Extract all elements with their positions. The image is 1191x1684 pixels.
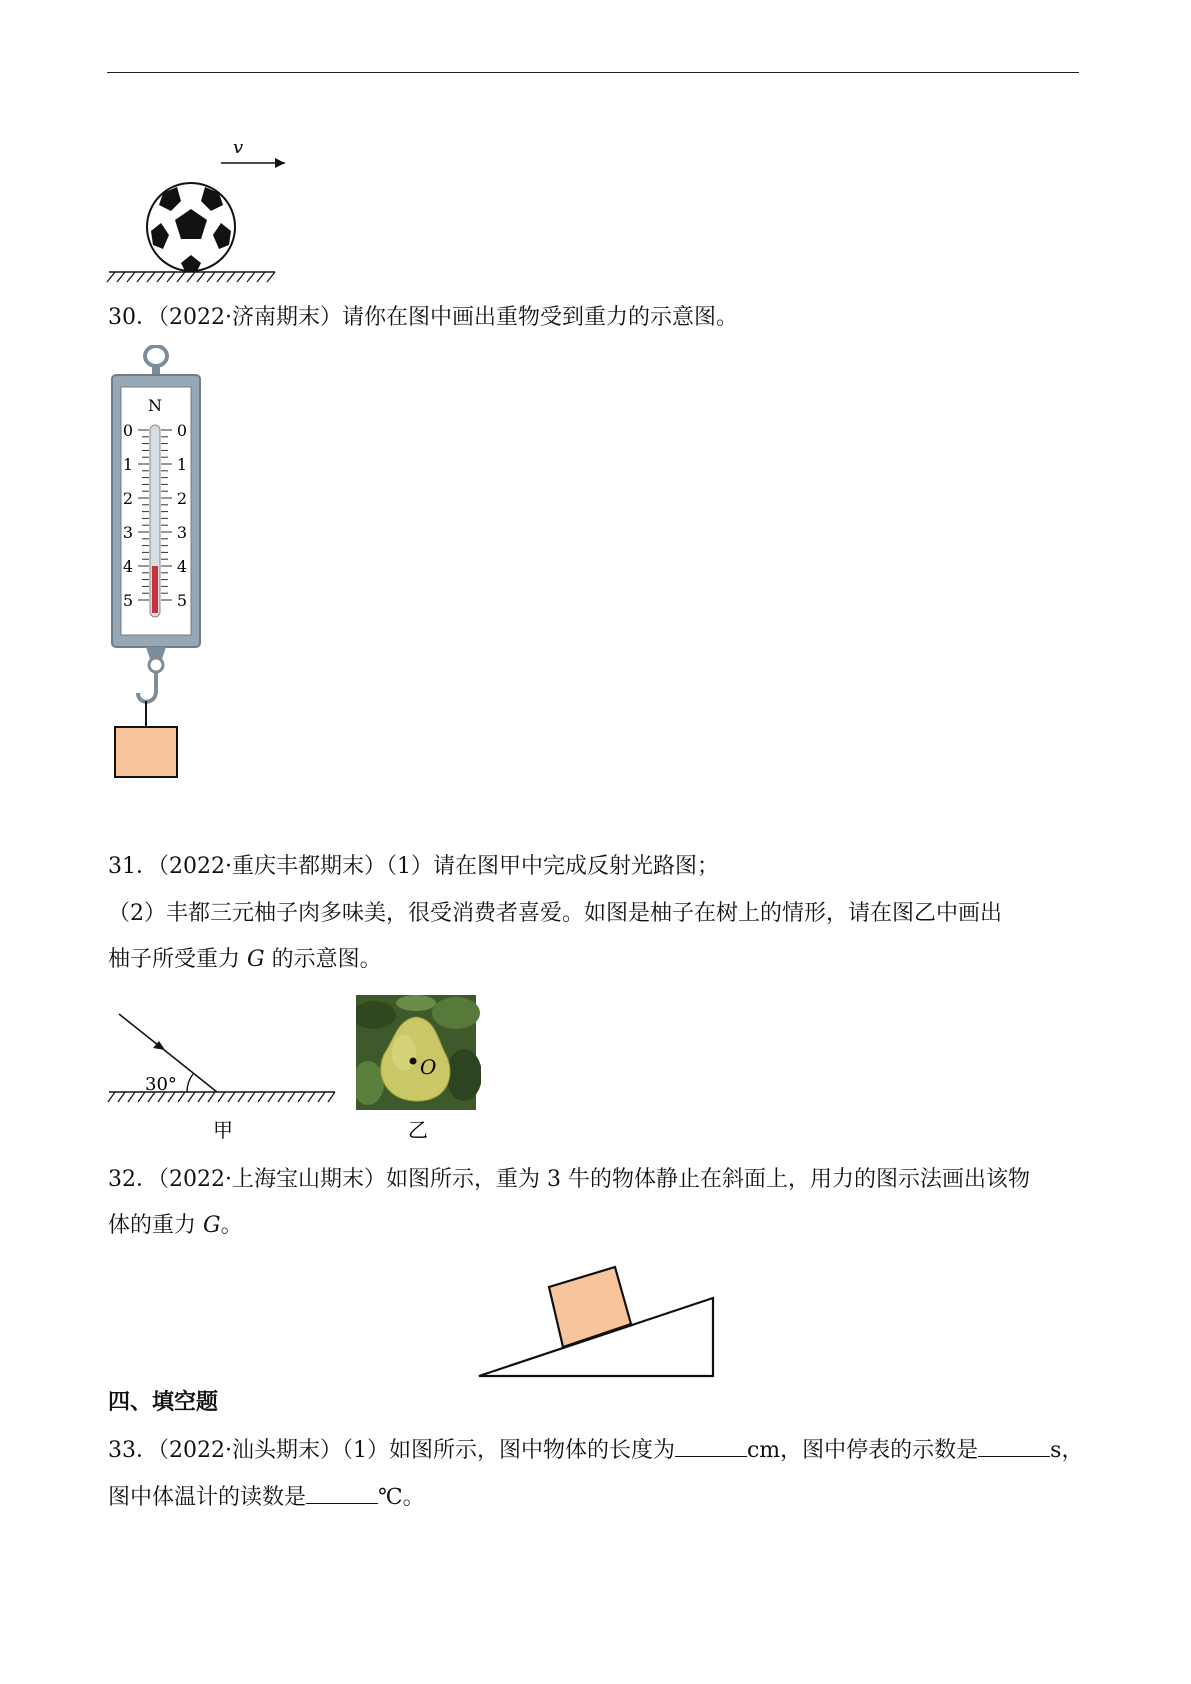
scale-indicator — [152, 566, 158, 613]
figure-yi-caption: 乙 — [408, 1118, 428, 1142]
scale-label-left: 3 — [122, 523, 134, 542]
figure-yi — [356, 995, 481, 1145]
center-point — [410, 1058, 417, 1065]
question-32-line-2 — [108, 1211, 243, 1241]
angle-label: 30° — [145, 1074, 177, 1095]
incline-figure — [475, 1255, 725, 1385]
top-ring — [145, 346, 167, 366]
scale-label-right: 2 — [176, 489, 188, 508]
q32-symbol-g: G — [203, 1213, 221, 1238]
mirror-hatching — [108, 1092, 335, 1102]
question-31-line-1 — [108, 852, 719, 882]
q31-part2-line1: （2）丰都三元柚子肉多味美，很受消费者喜爱。如图是柚子在树上的情形，请在图乙中画出 — [108, 901, 1003, 926]
question-30 — [108, 303, 738, 333]
scale-hook — [138, 672, 156, 702]
q31-source: （2022·重庆丰都期末） — [158, 854, 386, 879]
q32-line2a: 体的重力 — [108, 1213, 203, 1238]
scale-label-left: 1 — [122, 455, 134, 474]
point-o-label: O — [420, 1055, 437, 1079]
scale-label-right: 5 — [176, 591, 188, 610]
q32-number: 32． — [108, 1167, 158, 1192]
q33-line2: 图中体温计的读数是 — [108, 1485, 307, 1510]
scale-label-left: 4 — [122, 557, 134, 576]
figure-jia — [105, 1010, 340, 1140]
scale-label-left: 0 — [122, 421, 134, 440]
q30-text: 请你在图中画出重物受到重力的示意图。 — [341, 305, 738, 330]
q33-number: 33． — [108, 1438, 158, 1463]
q31-symbol-g: G — [247, 947, 265, 972]
figure-jia-caption: 甲 — [213, 1118, 233, 1140]
q31-part2-line2a: 柚子所受重力 — [108, 947, 247, 972]
velocity-arrowhead — [275, 158, 285, 168]
q33-unit2: s， — [1050, 1438, 1084, 1463]
scale-label-left: 2 — [122, 489, 134, 508]
answer-blank-length[interactable] — [675, 1436, 747, 1457]
scale-label-left: 5 — [122, 591, 134, 610]
section-4-title: 四、填空题 — [108, 1389, 219, 1415]
q33-unit3: ℃。 — [378, 1485, 425, 1510]
question-32-line-1 — [108, 1165, 1030, 1195]
answer-blank-stopwatch[interactable] — [978, 1436, 1050, 1457]
q33-part1: （1）如图所示，图中物体的长度为 — [341, 1438, 675, 1463]
scale-unit-label: N — [148, 396, 162, 415]
q32-source: （2022·上海宝山期末） — [158, 1167, 386, 1192]
scale-label-right: 0 — [176, 421, 188, 440]
scale-label-right: 4 — [176, 557, 188, 576]
q31-part1: （1）请在图甲中完成反射光路图； — [385, 854, 719, 879]
q31-part2-line2b: 的示意图。 — [264, 947, 382, 972]
q30-number: 30． — [108, 305, 158, 330]
question-33-line-2 — [108, 1483, 425, 1513]
answer-blank-thermometer[interactable] — [306, 1483, 378, 1504]
angle-arc — [187, 1074, 193, 1092]
scale-label-right: 3 — [176, 523, 188, 542]
soccer-ball-figure — [105, 135, 285, 285]
velocity-label: v — [233, 137, 244, 158]
question-33-line-1 — [108, 1436, 1083, 1466]
q32-line1: 如图所示，重为 3 牛的物体静止在斜面上，用力的图示法画出该物 — [385, 1167, 1030, 1192]
spring-scale-figure — [108, 345, 208, 835]
header-rule — [107, 72, 1079, 73]
q30-source: （2022·济南期末） — [158, 305, 342, 330]
q32-line2b: 。 — [220, 1213, 243, 1238]
question-31-line-2 — [108, 899, 1002, 929]
hanging-block — [115, 727, 177, 777]
ground-hatching — [107, 272, 275, 282]
soccer-ball — [147, 183, 235, 271]
q33-source: （2022·汕头期末） — [158, 1438, 342, 1463]
scale-label-right: 1 — [176, 455, 188, 474]
q33-unit1: cm，图中停表的示数是 — [746, 1438, 979, 1463]
q31-number: 31． — [108, 854, 158, 879]
question-31-line-3 — [108, 945, 382, 975]
